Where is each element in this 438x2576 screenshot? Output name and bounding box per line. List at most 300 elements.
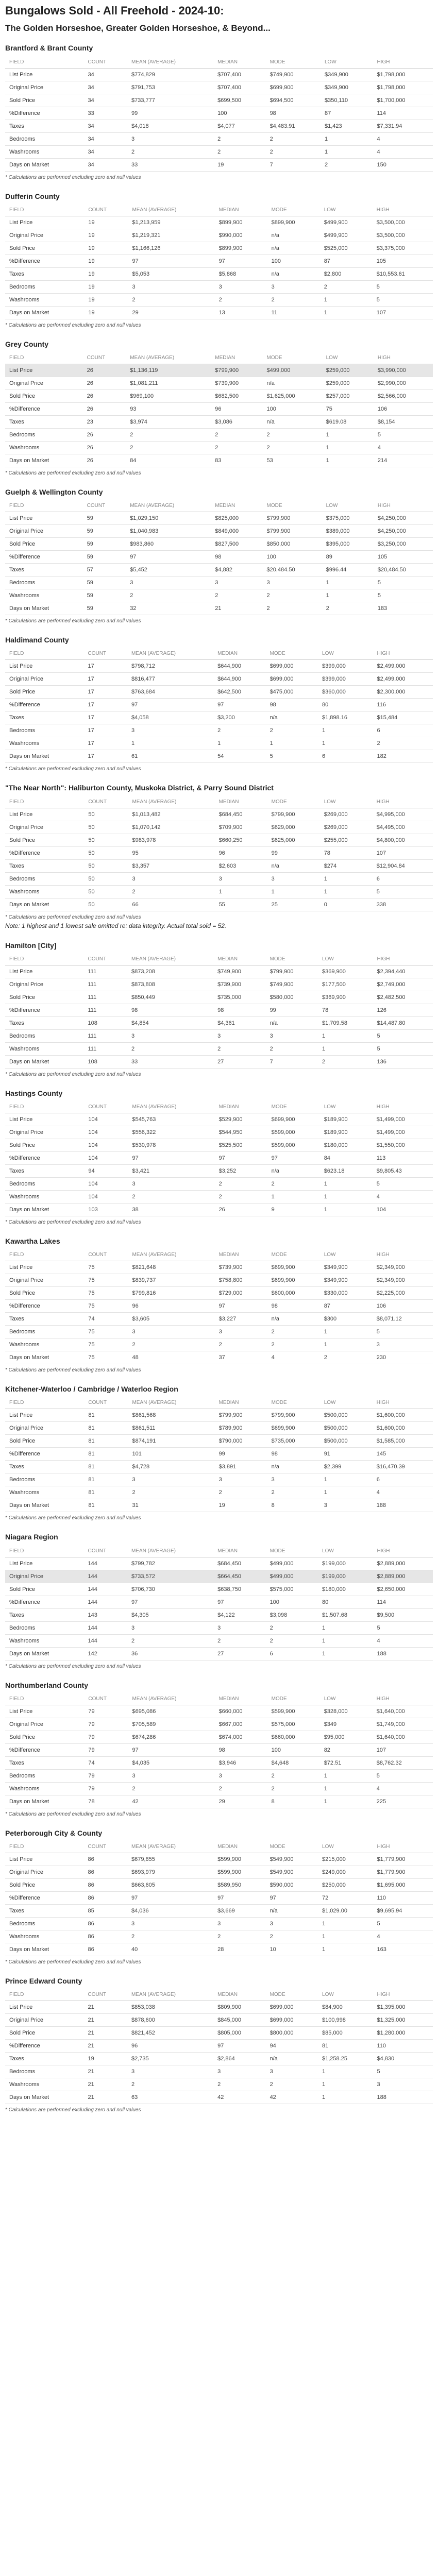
table-cell: 97	[266, 1891, 318, 1904]
table-cell: $4,058	[127, 711, 213, 724]
table-cell: 1	[320, 1326, 373, 1338]
table-row	[5, 364, 433, 377]
row-label: List Price	[5, 660, 84, 673]
table-cell: $72.51	[320, 1756, 373, 1769]
column-header: MEAN (AVERAGE)	[126, 352, 211, 364]
table-cell: 1	[213, 737, 265, 750]
table-cell: $369,900	[318, 991, 373, 1004]
column-header: COUNT	[84, 648, 128, 660]
table-cell: 108	[84, 1016, 128, 1029]
region-title: Peterborough City & County	[5, 1828, 103, 1837]
row-label: Sold Price	[5, 1878, 84, 1891]
table-cell: $699,900	[267, 1113, 320, 1126]
table-cell: 2	[320, 1351, 373, 1364]
table-cell: n/a	[267, 267, 320, 280]
table-cell: $619.08	[322, 416, 374, 429]
table-cell: 94	[84, 1164, 128, 1177]
table-cell: $4,495,000	[373, 821, 433, 834]
table-cell: 98	[267, 1448, 320, 1461]
table-cell: 97	[215, 255, 267, 267]
column-header: MEDIAN	[211, 500, 262, 512]
table-cell: 19	[84, 255, 128, 267]
table-cell: $1,709.58	[318, 1016, 373, 1029]
table-cell: $1,779,900	[373, 1853, 433, 1866]
table-cell: 113	[373, 1151, 433, 1164]
row-label: Days on Market	[5, 306, 84, 319]
table-cell: 34	[84, 81, 128, 94]
table-cell: $500,000	[320, 1409, 373, 1422]
row-label: Days on Market	[5, 1203, 84, 1216]
table-cell: $3,946	[215, 1756, 267, 1769]
table-cell: $873,808	[127, 978, 213, 991]
table-cell: $1,700,000	[373, 94, 433, 107]
table-cell: 74	[84, 1313, 128, 1326]
table-cell: 21	[84, 2001, 128, 2014]
table-cell: 2	[266, 1042, 318, 1055]
table-cell: 106	[373, 1300, 433, 1313]
row-label: Sold Price	[5, 2027, 84, 2040]
table-cell: $839,737	[128, 1274, 214, 1287]
table-cell: $9,695.94	[373, 1904, 433, 1917]
table-cell: 144	[84, 1557, 128, 1570]
table-cell: 144	[84, 1634, 128, 1647]
table-cell: $4,305	[127, 1608, 213, 1621]
table-cell: 87	[321, 107, 373, 120]
table-cell: 26	[83, 429, 126, 442]
table-cell: 2	[213, 2078, 265, 2091]
table-cell: $699,000	[266, 673, 318, 686]
table-cell: $4,036	[127, 1904, 213, 1917]
row-label: List Price	[5, 2001, 84, 2014]
row-label: Taxes	[5, 1313, 84, 1326]
table-cell: 3	[213, 2065, 265, 2078]
column-header: FIELD	[5, 796, 84, 808]
table-row	[5, 1042, 433, 1055]
table-cell: 78	[318, 1004, 373, 1016]
table-cell: $399,000	[318, 660, 373, 673]
table-row	[5, 1300, 433, 1313]
table-row	[5, 1016, 433, 1029]
table-cell: $85,000	[318, 2027, 373, 2040]
table-row	[5, 429, 433, 442]
table-cell: 1	[320, 293, 373, 306]
row-label: %Difference	[5, 1151, 84, 1164]
table-cell: 182	[373, 750, 433, 763]
table-row	[5, 132, 433, 145]
stats-table	[5, 204, 433, 319]
table-cell: 2	[267, 293, 320, 306]
table-cell: 2	[213, 132, 265, 145]
table-row	[5, 1943, 433, 1956]
row-label: List Price	[5, 216, 84, 229]
column-header: COUNT	[84, 56, 128, 69]
table-cell: $215,000	[318, 1853, 373, 1866]
table-cell: 3	[127, 132, 213, 145]
stats-table	[5, 1989, 433, 2104]
table-cell: 3	[267, 872, 320, 885]
row-label: Days on Market	[5, 1499, 84, 1512]
table-cell: 99	[266, 1004, 318, 1016]
table-cell: $739,900	[213, 978, 265, 991]
table-cell: 1	[320, 1795, 373, 1808]
table-row	[5, 1274, 433, 1287]
table-row	[5, 551, 433, 564]
table-cell: 50	[84, 834, 128, 846]
row-label: Washrooms	[5, 1782, 84, 1795]
table-cell: $249,000	[318, 1866, 373, 1878]
table-cell: 338	[373, 898, 433, 911]
column-header: LOW	[322, 352, 374, 364]
table-cell: 104	[84, 1177, 128, 1190]
row-label: Days on Market	[5, 602, 83, 615]
table-cell: 80	[318, 1596, 373, 1608]
table-cell: 72	[318, 1891, 373, 1904]
table-cell: 1	[322, 429, 374, 442]
table-cell: 42	[266, 2091, 318, 2104]
column-header: MODE	[267, 204, 320, 216]
table-header-row	[5, 1841, 433, 1853]
table-cell: 111	[84, 991, 128, 1004]
table-cell: n/a	[267, 242, 320, 255]
table-cell: $589,950	[213, 1878, 265, 1891]
table-cell: 188	[373, 1499, 433, 1512]
table-cell: $4,882	[211, 564, 262, 577]
table-cell: 7	[266, 1055, 318, 1068]
row-label: %Difference	[5, 2040, 84, 2053]
calculation-footnote: * Calculations are performed excluding zero and null values	[5, 1811, 141, 1817]
document-subtitle: The Golden Horseshoe, Greater Golden Horseshoe, & Beyond...	[5, 23, 271, 33]
table-cell: 17	[84, 724, 128, 737]
table-cell: $349,900	[320, 1261, 373, 1274]
table-cell: 61	[127, 750, 213, 763]
table-cell: $10,553.61	[373, 267, 433, 280]
table-cell: $707,400	[213, 68, 265, 81]
table-cell: $749,900	[266, 68, 321, 81]
column-header: LOW	[320, 1101, 373, 1113]
table-cell: 75	[84, 1274, 128, 1287]
table-cell: 3	[215, 1326, 267, 1338]
table-row	[5, 1917, 433, 1930]
column-header: MODE	[267, 1249, 320, 1261]
row-label: Taxes	[5, 1608, 84, 1621]
table-cell: 0	[320, 898, 373, 911]
table-cell: 27	[213, 1055, 265, 1068]
table-row	[5, 107, 433, 120]
table-cell: 59	[83, 538, 126, 551]
column-header: MODE	[267, 1397, 320, 1409]
table-cell: 2	[263, 442, 322, 454]
table-row	[5, 158, 433, 171]
row-label: Bedrooms	[5, 1769, 84, 1782]
table-cell: 5	[374, 429, 433, 442]
table-cell: $809,900	[213, 2001, 265, 2014]
table-cell: 81	[84, 1409, 128, 1422]
column-header: LOW	[322, 500, 374, 512]
table-cell: 50	[84, 872, 128, 885]
table-cell: $269,000	[320, 821, 373, 834]
table-cell: n/a	[266, 1016, 318, 1029]
table-cell: 29	[215, 1795, 267, 1808]
table-cell: 3	[215, 280, 267, 293]
table-cell: 3	[127, 1917, 213, 1930]
row-label: %Difference	[5, 1596, 84, 1608]
table-cell: 17	[84, 750, 128, 763]
row-label: Washrooms	[5, 885, 84, 898]
table-cell: 19	[84, 229, 128, 242]
row-label: Bedrooms	[5, 1473, 84, 1486]
table-cell: $850,000	[263, 538, 322, 551]
column-header: COUNT	[84, 953, 128, 965]
table-cell: 144	[84, 1621, 128, 1634]
table-cell: $861,511	[128, 1422, 214, 1435]
column-header: HIGH	[373, 1101, 433, 1113]
row-label: Bedrooms	[5, 2065, 84, 2078]
table-cell: $575,000	[266, 1583, 318, 1596]
row-label: Washrooms	[5, 442, 83, 454]
table-cell: $2,225,000	[373, 1287, 433, 1300]
table-cell: $799,900	[267, 1409, 320, 1422]
row-label: Washrooms	[5, 737, 84, 750]
table-cell: 2	[267, 1177, 320, 1190]
table-cell: $2,990,000	[374, 377, 433, 390]
table-row	[5, 1570, 433, 1583]
row-label: List Price	[5, 1853, 84, 1866]
table-cell: $499,000	[266, 1557, 318, 1570]
table-cell: $199,000	[318, 1570, 373, 1583]
table-cell: $499,000	[263, 364, 322, 377]
column-header: MEAN (AVERAGE)	[128, 1693, 214, 1705]
row-label: %Difference	[5, 699, 84, 711]
table-cell: 25	[267, 898, 320, 911]
row-label: Bedrooms	[5, 132, 84, 145]
column-header: COUNT	[83, 352, 126, 364]
table-cell: $799,900	[211, 364, 262, 377]
table-cell: $3,974	[126, 416, 211, 429]
table-cell: 2	[213, 1042, 265, 1055]
table-cell: $2,349,900	[373, 1274, 433, 1287]
table-row	[5, 1351, 433, 1364]
table-cell: 26	[83, 442, 126, 454]
table-cell: 1	[322, 577, 374, 589]
table-cell: $644,900	[213, 673, 265, 686]
table-cell: 81	[84, 1422, 128, 1435]
table-cell: $799,816	[128, 1287, 214, 1300]
table-cell: 79	[84, 1769, 128, 1782]
table-cell: 98	[215, 1743, 267, 1756]
table-cell: $1,600,000	[373, 1422, 433, 1435]
table-cell: 85	[84, 1904, 128, 1917]
table-cell: $4,250,000	[374, 525, 433, 538]
region-title: Grey County	[5, 340, 49, 348]
table-row	[5, 1113, 433, 1126]
table-cell: 79	[84, 1731, 128, 1743]
table-cell: 1	[318, 1930, 373, 1943]
region-section	[5, 1532, 433, 1669]
region-title: Hamilton [City]	[5, 941, 57, 950]
table-cell: 99	[267, 846, 320, 859]
table-cell: 2	[322, 602, 374, 615]
table-cell: $699,500	[213, 94, 265, 107]
table-row	[5, 94, 433, 107]
row-label: Taxes	[5, 711, 84, 724]
table-row	[5, 1055, 433, 1068]
table-cell: 86	[84, 1891, 128, 1904]
table-cell: 55	[215, 898, 267, 911]
column-header: MEAN (AVERAGE)	[128, 204, 214, 216]
table-cell: $3,086	[211, 416, 262, 429]
table-cell: 1	[320, 1486, 373, 1499]
row-label: Taxes	[5, 1461, 84, 1473]
table-cell: 97	[128, 255, 214, 267]
row-label: Days on Market	[5, 898, 84, 911]
column-header: HIGH	[373, 953, 433, 965]
table-cell: 10	[266, 1943, 318, 1956]
table-cell: 3	[128, 280, 214, 293]
table-cell: $599,900	[267, 1705, 320, 1718]
table-cell: 3	[373, 2078, 433, 2091]
table-cell: 104	[84, 1113, 128, 1126]
row-label: Original Price	[5, 1274, 84, 1287]
table-cell: 100	[263, 403, 322, 416]
table-cell: 97	[127, 1596, 213, 1608]
table-cell: 2	[127, 1930, 213, 1943]
table-cell: $389,000	[322, 525, 374, 538]
calculation-footnote: * Calculations are performed excluding zero and null values	[5, 766, 141, 772]
row-label: Sold Price	[5, 991, 84, 1004]
region-section	[5, 192, 433, 328]
column-header: HIGH	[373, 1397, 433, 1409]
table-cell: 4	[373, 1930, 433, 1943]
column-header: COUNT	[84, 1249, 128, 1261]
region-title: Guelph & Wellington County	[5, 488, 103, 497]
table-cell: $705,589	[128, 1718, 214, 1731]
table-cell: 2	[126, 442, 211, 454]
table-cell: 4	[373, 145, 433, 158]
table-cell: 116	[373, 699, 433, 711]
table-cell: $360,000	[318, 686, 373, 699]
table-row	[5, 699, 433, 711]
table-row	[5, 1473, 433, 1486]
column-header: MEDIAN	[215, 1249, 267, 1261]
column-header: LOW	[320, 1397, 373, 1409]
table-cell: $1,029.00	[318, 1904, 373, 1917]
table-cell: $1,040,983	[126, 525, 211, 538]
table-cell: 3	[215, 872, 267, 885]
table-cell: $800,000	[266, 2027, 318, 2040]
table-row	[5, 1743, 433, 1756]
table-cell: 3	[213, 1917, 265, 1930]
table-cell: 1	[320, 1177, 373, 1190]
table-cell: 3	[128, 1326, 214, 1338]
row-label: Taxes	[5, 1756, 84, 1769]
table-header-row	[5, 56, 433, 69]
table-cell: 75	[322, 403, 374, 416]
document-title: Bungalows Sold - All Freehold - 2024-10:	[5, 4, 224, 17]
column-header: MEDIAN	[213, 1545, 265, 1557]
table-cell: 6	[373, 724, 433, 737]
column-header: COUNT	[84, 1101, 128, 1113]
table-header-row	[5, 1101, 433, 1113]
table-cell: 1	[322, 442, 374, 454]
region-section	[5, 1384, 433, 1521]
table-row	[5, 589, 433, 602]
table-cell: 2	[126, 429, 211, 442]
column-header: MEAN (AVERAGE)	[127, 1841, 213, 1853]
table-cell: 97	[213, 2040, 265, 2053]
table-cell: 1	[320, 1338, 373, 1351]
table-cell: 1	[318, 2091, 373, 2104]
table-cell: 2	[211, 442, 262, 454]
row-label: Sold Price	[5, 1583, 84, 1596]
row-label: %Difference	[5, 1743, 84, 1756]
row-label: Bedrooms	[5, 577, 83, 589]
table-cell: 57	[83, 564, 126, 577]
table-cell: 3	[320, 1499, 373, 1512]
table-cell: 3	[126, 577, 211, 589]
table-cell: $4,854	[127, 1016, 213, 1029]
table-cell: 26	[83, 403, 126, 416]
table-cell: 4	[373, 1634, 433, 1647]
table-cell: 9	[267, 1203, 320, 1216]
table-cell: $790,000	[215, 1435, 267, 1448]
table-cell: n/a	[263, 416, 322, 429]
table-cell: 17	[84, 686, 128, 699]
row-label: Washrooms	[5, 293, 84, 306]
table-cell: 2	[213, 724, 265, 737]
table-row	[5, 821, 433, 834]
table-cell: $255,000	[320, 834, 373, 846]
table-cell: $1,507.68	[318, 1608, 373, 1621]
table-cell: 59	[83, 525, 126, 538]
table-cell: 40	[127, 1943, 213, 1956]
table-cell: 5	[373, 1621, 433, 1634]
table-cell: 4	[267, 1351, 320, 1364]
table-cell: 21	[84, 2065, 128, 2078]
region-title: Niagara Region	[5, 1533, 58, 1541]
table-cell: $699,000	[266, 2001, 318, 2014]
table-cell: 5	[373, 2065, 433, 2078]
table-cell: 100	[267, 255, 320, 267]
table-row	[5, 965, 433, 978]
column-header: FIELD	[5, 204, 84, 216]
table-cell: 87	[320, 1300, 373, 1313]
table-cell: 5	[373, 1917, 433, 1930]
table-row	[5, 1731, 433, 1743]
table-cell: 94	[266, 2040, 318, 2053]
table-cell: 2	[266, 1634, 318, 1647]
table-cell: $733,572	[127, 1570, 213, 1583]
table-cell: 81	[84, 1448, 128, 1461]
table-cell: $729,000	[215, 1287, 267, 1300]
table-cell: 144	[84, 1570, 128, 1583]
table-cell: 80	[318, 699, 373, 711]
stats-table	[5, 56, 433, 172]
table-cell: 33	[84, 107, 128, 120]
table-row	[5, 1164, 433, 1177]
table-cell: 6	[318, 750, 373, 763]
row-label: Washrooms	[5, 589, 83, 602]
table-row	[5, 673, 433, 686]
table-cell: 86	[84, 1853, 128, 1866]
table-cell: $4,250,000	[374, 512, 433, 525]
table-cell: 106	[374, 403, 433, 416]
row-label: List Price	[5, 512, 83, 525]
column-header: LOW	[321, 56, 373, 69]
table-cell: 19	[84, 280, 128, 293]
table-row	[5, 1435, 433, 1448]
table-cell: 96	[127, 2040, 213, 2053]
table-cell: 11	[267, 306, 320, 319]
